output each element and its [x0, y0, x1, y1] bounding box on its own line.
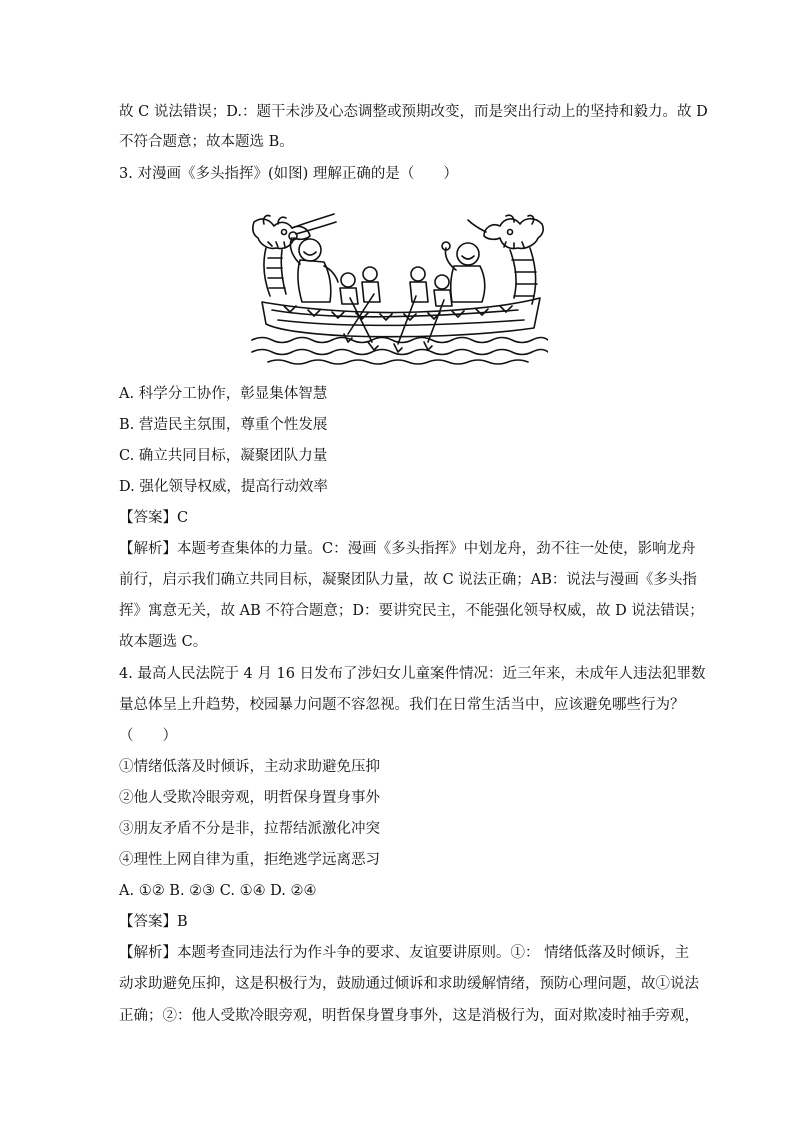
answer-label: 【答案】C: [119, 510, 189, 526]
statement-3: ③朋友矛盾不分是非，拉帮结派激化冲突: [119, 821, 380, 837]
statement-1: ①情绪低落及时倾诉，主动求助避免压抑: [119, 759, 380, 775]
question-4-blank: （ ）: [119, 728, 177, 744]
analysis-line: 【解析】本题考查同违法行为作斗争的要求、友谊要讲原则。①： 情绪低落及时倾诉，主: [119, 945, 690, 961]
option-c: C. 确立共同目标，凝聚团队力量: [119, 448, 328, 464]
statement-4: ④理性上网自律为重，拒绝逃学远离恶习: [119, 852, 380, 868]
text-line: 故 C 说法错误；D.：题干未涉及心态调整或预期改变，而是突出行动上的坚持和毅力。故 D: [119, 104, 708, 120]
analysis-line: 动求助避免压抑，这是积极行为，鼓励通过倾诉和求助缓解情绪，预防心理问题，故①说法: [119, 976, 699, 992]
statement-2: ②他人受欺冷眼旁观，明哲保身置身事外: [119, 790, 380, 806]
option-a: A. 科学分工协作，彰显集体智慧: [119, 386, 328, 402]
answer-label: 【答案】B: [119, 914, 188, 930]
text-line: 不符合题意；故本题选 B。: [119, 134, 294, 150]
comic-duotou-zhihui-illustration: [248, 210, 548, 366]
analysis-line: 故本题选 C。: [119, 634, 208, 650]
question-4-stem: 量总体呈上升趋势，校园暴力问题不容忽视。我们在日常生活当中，应该避免哪些行为？: [119, 697, 685, 713]
analysis-line: 【解析】本题考查集体的力量。C：漫画《多头指挥》中划龙舟，劲不往一处使，影响龙舟: [119, 541, 696, 557]
option-b: B. 营造民主氛围，尊重个性发展: [119, 417, 328, 433]
question-4-stem: 4. 最高人民法院于 4 月 16 日发布了涉妇女儿童案件情况：近三年来，未成年人违法犯罪数: [119, 666, 706, 682]
options-row: A. ①② B. ②③ C. ①④ D. ②④: [119, 883, 317, 899]
analysis-line: 前行，启示我们确立共同目标，凝聚团队力量，故 C 说法正确；AB：说法与漫画《多头指: [119, 572, 697, 588]
option-d: D. 强化领导权威，提高行动效率: [119, 479, 328, 495]
question-3-stem: 3. 对漫画《多头指挥》(如图) 理解正确的是（ ）: [119, 166, 458, 182]
analysis-line: 挥》寓意无关，故 AB 不符合题意；D：要讲究民主，不能强化领导权威，故 D 说法错误；: [119, 603, 704, 619]
analysis-line: 正确；②：他人受欺冷眼旁观，明哲保身置身事外，这是消极行为，面对欺凌时袖手旁观，: [119, 1008, 699, 1024]
